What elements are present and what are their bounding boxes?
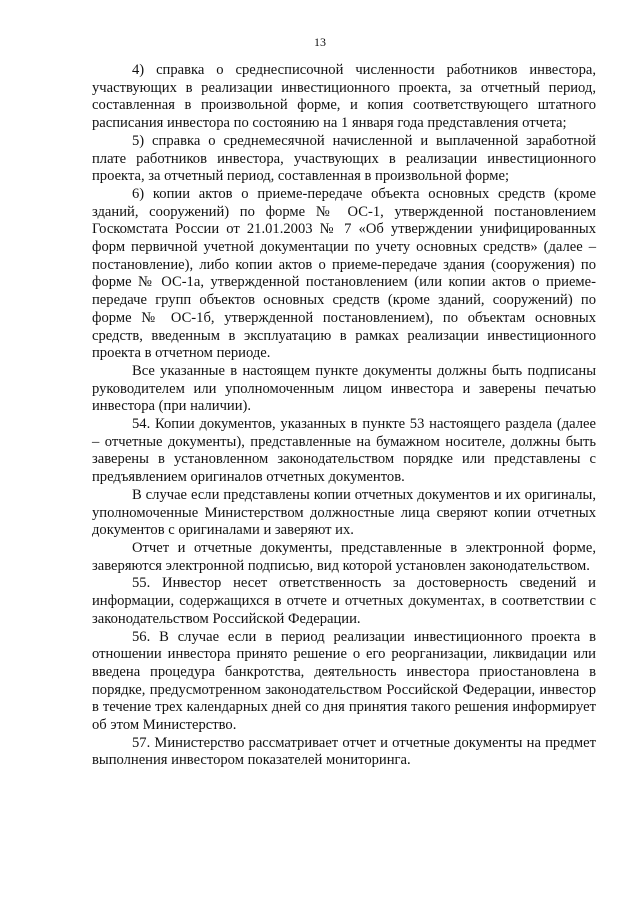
paragraph-clause-56: 56. В случае если в период реализации инвестиционного проекта в отношении инвестора принято решение о его реорганизации, ликвидации или введена процедура банкротства, деятельность инвестора приостановлена в порядке, предусмотренном законодательством Российской Федерации, инвестор в течение трех календарных дней со дня принятия такого решения информирует об этом Министерство. — [92, 628, 596, 734]
paragraph-report-item-5: 5) справка о среднемесячной начисленной и выплаченной заработной плате работников инвестора, участвующих в реализации инвестиционного проекта, за отчетный период, составленная в произвольной форме; — [92, 132, 596, 185]
paragraph-electronic-form: Отчет и отчетные документы, представленные в электронной форме, заверяются электронной подписью, вид которой установлен законодательством. — [92, 539, 596, 574]
paragraph-report-item-4: 4) справка о среднесписочной численности работников инвестора, участвующих в реализации инвестиционного проекта, за отчетный период, составленная в произвольной форме, и копия соответствующего штатного расписания инвестора по состоянию на 1 января года представления отчета; — [92, 62, 596, 132]
page-number: 13 — [314, 35, 326, 49]
paragraph-signature-requirement: Все указанные в настоящем пункте документы должны быть подписаны руководителем или уполномоченным лицом инвестора и заверены печатью инвестора (при наличии). — [92, 362, 596, 415]
paragraph-copies-verification: В случае если представлены копии отчетных документов и их оригиналы, уполномоченные Министерством должностные лица сверяют копии отчетных документов с оригиналами и заверяют их. — [92, 486, 596, 539]
document-body — [92, 62, 596, 770]
paragraph-clause-55: 55. Инвестор несет ответственность за достоверность сведений и информации, содержащихся в отчете и отчетных документах, в соответствии с законодательством Российской Федерации. — [92, 575, 596, 627]
paragraph-clause-57: 57. Министерство рассматривает отчет и отчетные документы на предмет выполнения инвестором показателей мониторинга. — [92, 734, 596, 769]
paragraph-report-item-6: 6) копии актов о приеме-передаче объекта основных средств (кроме зданий, сооружений) по форме № ОС-1, утвержденной постановлением Госкомстата России от 21.01.2003 № 7 «Об утверждении унифицированных форм первичной учетной документации по учету основных средств» (далее – постановление), либо копии актов о приеме-передаче здания (сооружения) по форме № ОС-1а, утвержденной постановлением (или копии актов о приеме-передаче групп объектов основных средств (кроме зданий, сооружений) по форме № ОС-1б, утвержденной постановлением), по объектам основных средств, введенным в эксплуатацию в рамках реализации инвестиционного проекта в отчетном периоде. — [92, 185, 596, 362]
paragraph-clause-54: 54. Копии документов, указанных в пункте 53 настоящего раздела (далее – отчетные документы), представленные на бумажном носителе, должны быть заверены в установленном законодательством порядке или представлены с предъявлением оригиналов отчетных документов. — [92, 416, 596, 486]
